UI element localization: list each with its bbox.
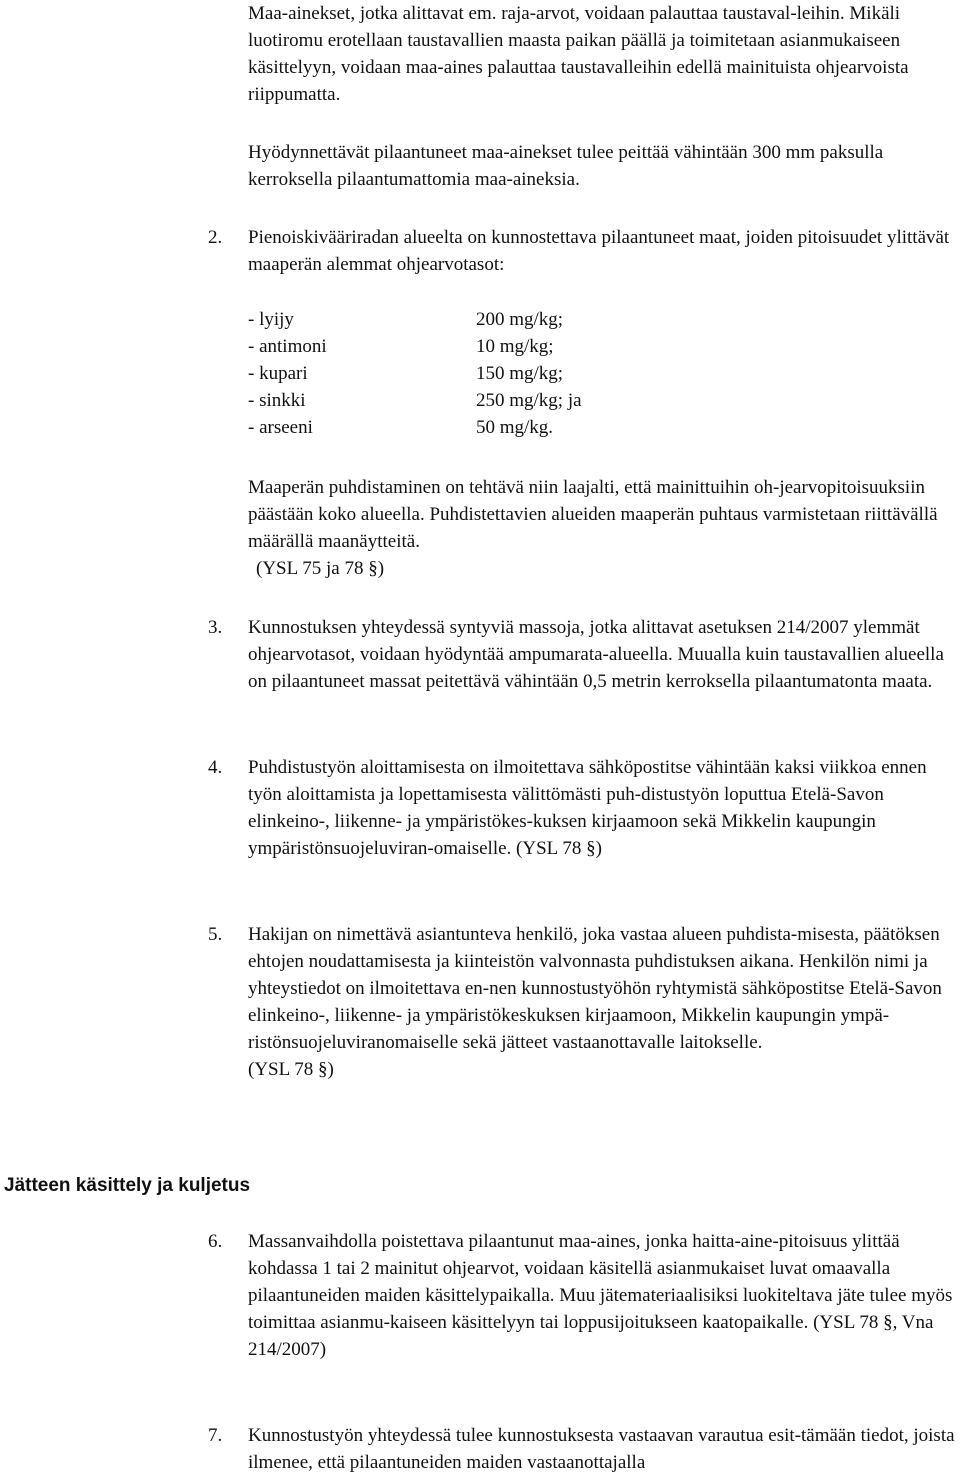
limit-value: 10 mg/kg; <box>476 336 554 357</box>
item-6-text: Massanvaihdolla poistettava pilaantunut maa-aines, jonka haitta-aine-pitoisuus ylittää kohdassa 1 tai 2 mainitut ohjearvot, voidaan käsitellä asianmukaiset luvat omaavalla pilaantuneiden maiden käsittelypaikalla. Muu jätemateriaalisiksi luokiteltava jäte tulee myös toimittaa asianmu-kaiseen käsittelyyn tai loppusijoitukseen kaatopaikalle. (YSL 78 §, Vna 214/2007) <box>248 1231 953 1360</box>
limit-value: 250 mg/kg; ja <box>476 390 582 411</box>
intro-paragraph-2: Hyödynnettävät pilaantuneet maa-ainekset tulee peittää vähintään 300 mm paksulla kerroksella pilaantumattomia maa-aineksia. <box>248 142 884 190</box>
item-4-text: Puhdistustyön aloittamisesta on ilmoitettava sähköpostitse vähintään kaksi viikkoa ennen työn aloittamista ja lopettamisesta välittömästi puh-distustyön loputtua Etelä-Savon elinkeino-, liikenne- ja ympäristökes-kuksen kirjaamoon sekä Mikkelin kaupungin ympäristönsuojeluviran-omaiselle. (YSL 78 §) <box>248 757 927 859</box>
limit-value: 200 mg/kg; <box>476 309 564 330</box>
item-5-number: 5. <box>208 924 223 945</box>
item-2-reference: (YSL 75 ja 78 §) <box>256 558 385 579</box>
limit-values-list <box>248 306 748 441</box>
limit-substance: - lyijy <box>248 309 294 330</box>
limit-value: 50 mg/kg. <box>476 417 554 438</box>
limit-substance: - kupari <box>248 363 308 384</box>
item-2-number: 2. <box>208 227 223 248</box>
limit-substance: - sinkki <box>248 390 306 411</box>
item-2-followup: Maaperän puhdistaminen on tehtävä niin laajalti, että mainittuihin oh-jearvopitoisuuksiin päästään koko alueella. Puhdistettavien alueiden maaperän puhtaus varmistetaan riittävällä määrällä maanäytteitä. (YSL 75 ja 78 §) <box>248 477 938 579</box>
limit-substance: - arseeni <box>248 417 313 438</box>
item-6-number: 6. <box>208 1231 223 1252</box>
item-5-reference: (YSL 78 §) <box>248 1059 334 1080</box>
limit-value: 150 mg/kg; <box>476 363 564 384</box>
item-5-text: Hakijan on nimettävä asiantunteva henkilö, joka vastaa alueen puhdista-misesta, päätöksen ehtojen noudattamisesta ja kiinteistön valvonnasta puhdistuksen aikana. Henkilön nimi ja yhteystiedot on ilmoitettava en-nen kunnostustyöhön ryhtymistä sähköpostitse Etelä-Savon elinkeino-, liikenne- ja ympäristökeskuksen kirjaamoon, Mikkelin kaupungin ympä-ristönsuojeluviranomaiselle sekä jätteet vastaanottavalle laitokselle. (YSL 78 §) <box>248 924 942 1080</box>
limit-row <box>248 414 748 441</box>
item-7-text: Kunnostustyön yhteydessä tulee kunnostuksesta vastaavan varautua esit-tämään tiedot, joista ilmenee, että pilaantuneiden maiden vastaanottajalla <box>248 1425 955 1473</box>
section-heading: Jätteen käsittely ja kuljetus <box>4 1175 251 1196</box>
limit-row <box>248 360 748 387</box>
limit-row <box>248 387 748 414</box>
item-2-text: Pienoiskivääriradan alueelta on kunnostettava pilaantuneet maat, joiden pitoisuudet ylittävät maaperän alemmat ohjearvotasot: <box>248 227 950 275</box>
intro-paragraph-1: Maa-ainekset, jotka alittavat em. raja-arvot, voidaan palauttaa taustaval-leihin. Mikäli luotiromu erotellaan taustavallien maasta paikan päällä ja toimitetaan asianmukaiseen käsittelyyn, voidaan maa-aines palauttaa taustavalleihin edellä mainituista ohjearvoista riippumatta. <box>248 3 909 105</box>
item-3-number: 3. <box>208 617 223 638</box>
limit-row <box>248 306 748 333</box>
item-3-text: Kunnostuksen yhteydessä syntyviä massoja, jotka alittavat asetuksen 214/2007 ylemmät ohjearvotasot, voidaan hyödyntää ampumarata-alueella. Muualla kuin taustavallien alueella on pilaantuneet massat peitettävä vähintään 0,5 metrin kerroksella pilaantumatonta maata. <box>248 617 944 692</box>
limit-row <box>248 333 748 360</box>
item-4-number: 4. <box>208 757 223 778</box>
limit-substance: - antimoni <box>248 336 327 357</box>
item-7-number: 7. <box>208 1425 223 1446</box>
